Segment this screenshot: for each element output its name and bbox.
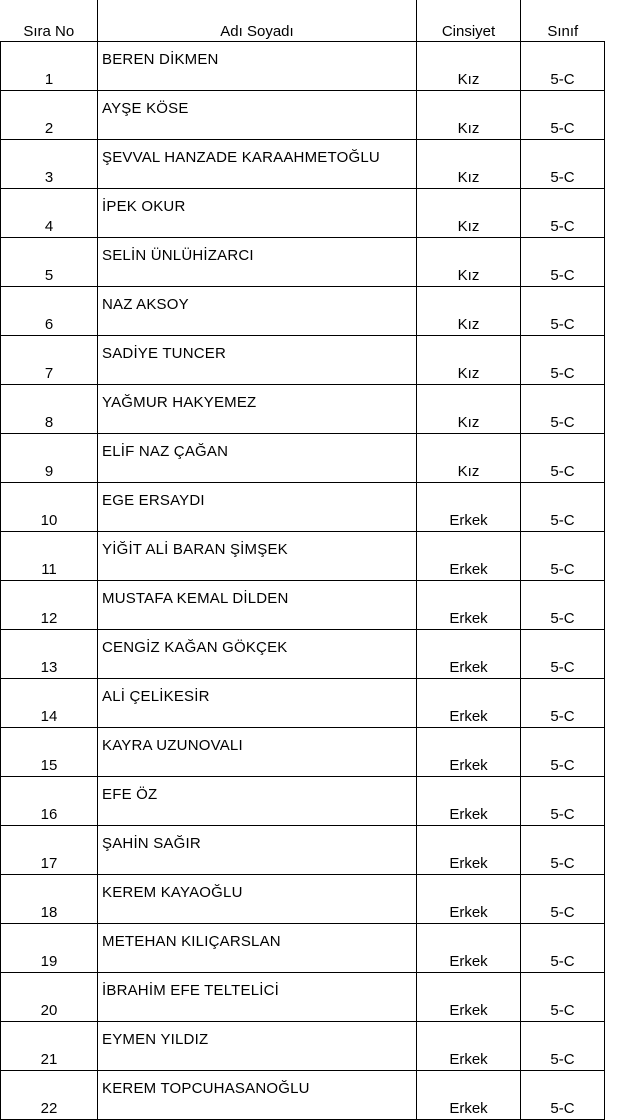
row-number-cell: [1, 924, 98, 973]
class-text: 5-C: [550, 561, 575, 578]
class-cell: [521, 287, 605, 336]
class-text: 5-C: [550, 1002, 575, 1019]
row-number-cell: [1, 679, 98, 728]
class-text: 5-C: [550, 218, 575, 235]
class-cell: [521, 973, 605, 1022]
student-name-cell: [98, 140, 417, 189]
table-row: [1, 826, 605, 875]
student-name-text: EYMEN YILDIZ: [102, 1031, 209, 1048]
row-number-cell: [1, 973, 98, 1022]
class-cell: [521, 483, 605, 532]
student-name-cell: [98, 483, 417, 532]
gender-text: Erkek: [449, 1100, 488, 1117]
class-cell: [521, 679, 605, 728]
row-number-cell: [1, 483, 98, 532]
gender-text: Erkek: [449, 512, 488, 529]
row-number-cell: [1, 826, 98, 875]
gender-cell: [417, 385, 521, 434]
gender-text: Erkek: [449, 561, 488, 578]
row-number-cell: [1, 434, 98, 483]
row-number-text: 11: [41, 561, 57, 578]
gender-text: Kız: [457, 267, 480, 284]
row-number-text: 1: [44, 71, 54, 88]
row-number-cell: [1, 385, 98, 434]
row-number-text: 3: [44, 169, 54, 186]
class-text: 5-C: [550, 414, 575, 431]
student-name-text: BEREN DİKMEN: [102, 51, 219, 68]
header-class: Sınıf: [521, 0, 605, 42]
gender-cell: [417, 434, 521, 483]
row-number-text: 7: [44, 365, 54, 382]
student-name-cell: [98, 777, 417, 826]
class-text: 5-C: [550, 855, 575, 872]
gender-cell: [417, 91, 521, 140]
table-row: [1, 875, 605, 924]
gender-cell: [417, 532, 521, 581]
student-name-text: ŞEVVAL HANZADE KARAAHMETOĞLU: [102, 149, 380, 166]
class-text: 5-C: [550, 120, 575, 137]
table-row: [1, 189, 605, 238]
class-text: 5-C: [550, 169, 575, 186]
gender-cell: [417, 42, 521, 91]
gender-cell: [417, 679, 521, 728]
student-name-cell: [98, 189, 417, 238]
gender-text: Erkek: [449, 1051, 488, 1068]
gender-text: Kız: [457, 71, 480, 88]
student-name-cell: [98, 385, 417, 434]
row-number-text: 2: [44, 120, 54, 137]
gender-text: Kız: [457, 414, 480, 431]
gender-text: Kız: [457, 463, 480, 480]
student-name-text: YAĞMUR HAKYEMEZ: [102, 394, 257, 411]
table-row: [1, 287, 605, 336]
class-cell: [521, 1071, 605, 1120]
student-name-text: CENGİZ KAĞAN GÖKÇEK: [102, 639, 288, 656]
table-row: [1, 238, 605, 287]
row-number-text: 6: [44, 316, 54, 333]
gender-cell: [417, 287, 521, 336]
row-number-text: 20: [40, 1002, 58, 1019]
row-number-text: 16: [40, 806, 58, 823]
gender-cell: [417, 1071, 521, 1120]
gender-text: Erkek: [449, 708, 488, 725]
class-cell: [521, 140, 605, 189]
student-name-text: EFE ÖZ: [102, 786, 158, 803]
gender-text: Erkek: [449, 953, 488, 970]
row-number-text: 10: [40, 512, 58, 529]
gender-cell: [417, 483, 521, 532]
student-name-text: EGE ERSAYDI: [102, 492, 205, 509]
header-gender: Cinsiyet: [417, 0, 521, 42]
gender-cell: [417, 189, 521, 238]
student-name-text: İPEK OKUR: [102, 198, 186, 215]
row-number-cell: [1, 728, 98, 777]
gender-text: Erkek: [449, 1002, 488, 1019]
gender-text: Kız: [457, 218, 480, 235]
table-row: [1, 777, 605, 826]
student-name-cell: [98, 679, 417, 728]
row-number-text: 15: [40, 757, 58, 774]
student-name-text: ALİ ÇELİKESİR: [102, 688, 210, 705]
table-row: [1, 434, 605, 483]
student-name-cell: [98, 532, 417, 581]
class-cell: [521, 238, 605, 287]
class-cell: [521, 826, 605, 875]
table-row: [1, 630, 605, 679]
student-name-cell: [98, 434, 417, 483]
class-text: 5-C: [550, 365, 575, 382]
student-name-text: METEHAN KILIÇARSLAN: [102, 933, 281, 950]
table-row: [1, 679, 605, 728]
gender-text: Kız: [457, 316, 480, 333]
student-name-text: MUSTAFA KEMAL DİLDEN: [102, 590, 289, 607]
row-number-text: 19: [40, 953, 58, 970]
row-number-cell: [1, 189, 98, 238]
student-name-text: İBRAHİM EFE TELTELİCİ: [102, 982, 280, 999]
table-row: [1, 91, 605, 140]
gender-cell: [417, 924, 521, 973]
student-name-text: YİĞİT ALİ BARAN ŞİMŞEK: [102, 541, 288, 558]
student-name-text: AYŞE KÖSE: [102, 100, 189, 117]
gender-text: Erkek: [449, 757, 488, 774]
class-cell: [521, 336, 605, 385]
row-number-text: 12: [40, 610, 58, 627]
class-text: 5-C: [550, 1100, 575, 1117]
table-row: [1, 924, 605, 973]
gender-text: Erkek: [449, 855, 488, 872]
table-row: [1, 1071, 605, 1120]
header-name: Adı Soyadı: [98, 0, 417, 42]
gender-text: Erkek: [449, 904, 488, 921]
class-text: 5-C: [550, 708, 575, 725]
table-row: [1, 385, 605, 434]
row-number-text: 13: [40, 659, 58, 676]
gender-text: Kız: [457, 120, 480, 137]
student-name-cell: [98, 42, 417, 91]
class-cell: [521, 728, 605, 777]
class-text: 5-C: [550, 1051, 575, 1068]
row-number-text: 14: [40, 708, 58, 725]
gender-cell: [417, 728, 521, 777]
table-row: [1, 581, 605, 630]
class-cell: [521, 385, 605, 434]
row-number-cell: [1, 336, 98, 385]
row-number-text: 4: [44, 218, 54, 235]
gender-text: Erkek: [449, 806, 488, 823]
gender-cell: [417, 581, 521, 630]
row-number-text: 22: [40, 1100, 58, 1117]
student-name-cell: [98, 728, 417, 777]
row-number-cell: [1, 287, 98, 336]
class-text: 5-C: [550, 953, 575, 970]
student-name-text: ELİF NAZ ÇAĞAN: [102, 443, 229, 460]
header-row: [1, 0, 605, 42]
table-row: [1, 973, 605, 1022]
row-number-text: 9: [44, 463, 54, 480]
table-row: [1, 42, 605, 91]
row-number-cell: [1, 875, 98, 924]
student-name-text: NAZ AKSOY: [102, 296, 189, 313]
gender-cell: [417, 777, 521, 826]
row-number-text: 5: [44, 267, 54, 284]
gender-text: Kız: [457, 169, 480, 186]
table-row: [1, 1022, 605, 1071]
table-row: [1, 140, 605, 189]
student-name-text: SADİYE TUNCER: [102, 345, 227, 362]
table-row: [1, 483, 605, 532]
class-cell: [521, 42, 605, 91]
gender-cell: [417, 1022, 521, 1071]
header-no: Sıra No: [1, 0, 98, 42]
table-header: [1, 0, 605, 42]
row-number-cell: [1, 1071, 98, 1120]
student-name-text: KAYRA UZUNOVALI: [102, 737, 243, 754]
student-name-cell: [98, 924, 417, 973]
row-number-text: 18: [40, 904, 58, 921]
class-text: 5-C: [550, 757, 575, 774]
class-text: 5-C: [550, 316, 575, 333]
student-name-cell: [98, 287, 417, 336]
class-text: 5-C: [550, 806, 575, 823]
class-text: 5-C: [550, 71, 575, 88]
row-number-cell: [1, 777, 98, 826]
row-number-cell: [1, 42, 98, 91]
class-cell: [521, 532, 605, 581]
gender-text: Erkek: [449, 610, 488, 627]
student-name-text: SELİN ÜNLÜHİZARCI: [102, 247, 254, 264]
gender-cell: [417, 140, 521, 189]
class-text: 5-C: [550, 610, 575, 627]
row-number-cell: [1, 1022, 98, 1071]
student-name-cell: [98, 91, 417, 140]
student-name-cell: [98, 238, 417, 287]
gender-cell: [417, 826, 521, 875]
class-text: 5-C: [550, 512, 575, 529]
class-cell: [521, 777, 605, 826]
class-cell: [521, 1022, 605, 1071]
student-name-cell: [98, 875, 417, 924]
gender-cell: [417, 238, 521, 287]
gender-text: Kız: [457, 365, 480, 382]
row-number-cell: [1, 581, 98, 630]
row-number-cell: [1, 532, 98, 581]
gender-cell: [417, 973, 521, 1022]
row-number-cell: [1, 140, 98, 189]
table-row: [1, 728, 605, 777]
row-number-cell: [1, 91, 98, 140]
student-name-cell: [98, 581, 417, 630]
gender-cell: [417, 336, 521, 385]
student-name-cell: [98, 630, 417, 679]
class-cell: [521, 924, 605, 973]
student-name-text: ŞAHİN SAĞIR: [102, 835, 201, 852]
student-name-cell: [98, 826, 417, 875]
class-text: 5-C: [550, 463, 575, 480]
class-text: 5-C: [550, 659, 575, 676]
student-name-cell: [98, 336, 417, 385]
class-cell: [521, 581, 605, 630]
class-text: 5-C: [550, 904, 575, 921]
student-name-cell: [98, 1022, 417, 1071]
student-name-cell: [98, 1071, 417, 1120]
student-name-cell: [98, 973, 417, 1022]
class-text: 5-C: [550, 267, 575, 284]
gender-cell: [417, 630, 521, 679]
row-number-cell: [1, 630, 98, 679]
row-number-text: 8: [44, 414, 54, 431]
row-number-text: 21: [40, 1051, 58, 1068]
table-row: [1, 532, 605, 581]
class-cell: [521, 91, 605, 140]
table-body: [1, 42, 605, 1120]
row-number-text: 17: [40, 855, 58, 872]
student-name-text: KEREM KAYAOĞLU: [102, 884, 243, 901]
table-row: [1, 336, 605, 385]
row-number-cell: [1, 238, 98, 287]
class-cell: [521, 630, 605, 679]
class-cell: [521, 434, 605, 483]
class-cell: [521, 875, 605, 924]
gender-text: Erkek: [449, 659, 488, 676]
gender-cell: [417, 875, 521, 924]
student-name-text: KEREM TOPCUHASANOĞLU: [102, 1080, 310, 1097]
class-cell: [521, 189, 605, 238]
